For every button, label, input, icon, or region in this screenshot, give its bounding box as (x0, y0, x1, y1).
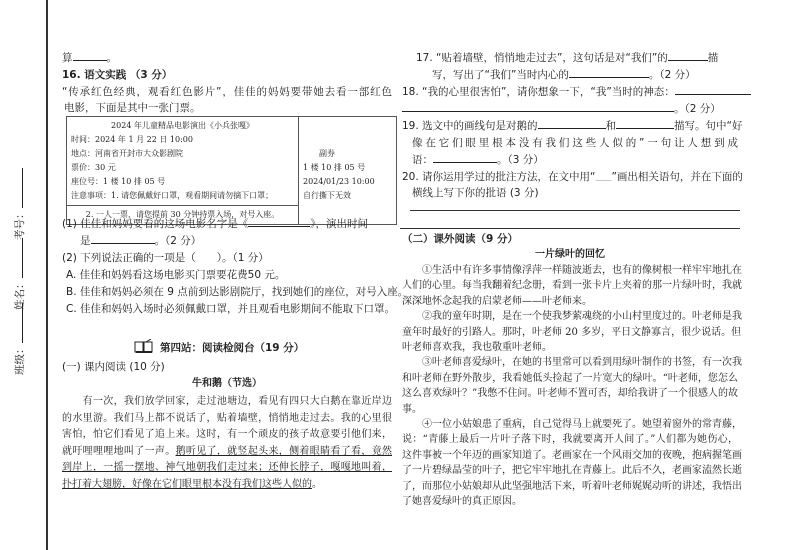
passage-line: 这件事被一个年迈的画家知道了。老画家在一个风雨交加的夜晚，抱病握笔画 (402, 449, 742, 461)
passage-text: 的水里游。我们马上都不说话了，贴着墙壁，悄悄地走过去。我的心里很 (62, 412, 392, 424)
passage-line: 这么喜欢绿叶？”我憋不住问。叶老师不置可否，却给我讲了一个很感人的故 (402, 388, 738, 400)
stub-datetime: 2024/01/23 10:00 (303, 177, 375, 186)
answer-blank[interactable] (616, 118, 674, 129)
passage-line: ③叶老师喜爱绿叶，在她的书里常可以看到用绿叶制作的书签，有一次我 (402, 357, 742, 369)
passage-line: 叶老师喜欢我，我也敬重叶老师。 (402, 342, 552, 353)
q16-2: (2) 下列说法正确的一项是（ ）。（1 分） (62, 252, 269, 264)
answer-blank[interactable] (73, 50, 107, 61)
passage-line: 说：“青藤上最后一片叶子落下时，我就要离开人间了。”人们都为她伤心， (402, 434, 738, 446)
answer-line[interactable] (400, 228, 740, 229)
option-c: C. 佳佳和妈妈入场时必须佩戴口罩，并且观看电影期间不能取下口罩。 (66, 303, 396, 315)
q19-cont: 像在它们眼里根本没有我们这些人似的”一句让人想到成 (412, 137, 738, 149)
q20: 20. 请你运用学过的批注方法，在文中用“﹏﹏”画出相关语句，并在下面的 (402, 171, 743, 183)
q18-cont: 。（2 分） (402, 101, 721, 117)
q16-paragraph-line: “传承红色经典，观看红色影片”，佳佳的妈妈要带她去看一部红色 (62, 86, 392, 98)
passage-line: 了，而那位小姑娘却从此坚强地活下来，听着叶老师娓娓动听的讲述，我悟出 (402, 480, 742, 492)
part2-heading: （二）课外阅读（9 分） (402, 233, 518, 245)
class-label: 班级： (12, 304, 27, 376)
passage-line (62, 477, 392, 493)
answer-blank[interactable] (402, 101, 674, 112)
ticket-note-2: 2. 一人一票，请您提前 30 分钟持票入场，对号入座。 (85, 210, 280, 219)
underlined-sentence: 到岸上，一摇一摆地、神气地朝我们走过来；还伸长脖子，嘎嘎地叫着， (62, 462, 392, 474)
passage-line (62, 427, 392, 443)
name-label: 姓名： (12, 239, 27, 311)
q16-paragraph-line: 电影，下面是其中一张门票。 (64, 102, 201, 114)
answer-blank[interactable] (433, 152, 497, 163)
underlined-sentence: 鹅听见了，就竖起头来，侧着眼睛看了看，竟然 (175, 445, 393, 457)
ticket-seat: 座位号：1 楼 10 排 05 号 (71, 177, 166, 186)
q19: 19. 选文中的画线句是对鹅的 和 描写。句中“好 (402, 120, 743, 132)
option-b: B. 佳佳和妈妈必须在 9 点前到达影剧院厅，找到她们的座位，对号入座。 (66, 286, 409, 298)
ticket-place: 地点：河南省开封市大众影剧院 (71, 149, 183, 158)
answer-line[interactable] (410, 210, 740, 211)
answer-blank[interactable] (538, 118, 606, 129)
ticket-price: 票价：30 元 (71, 163, 116, 172)
passage-line: ④一位小姑娘患了重病，自己觉得马上就要死了。她望着窗外的常青藤， (402, 419, 742, 430)
passage-line: 和叶老师在野外散步，我看她低头捡起了一片宽大的绿叶。“叶老师，您怎么 (402, 372, 738, 384)
underlined-sentence: 扑打着大翅膀，好像在它们眼里根本没有我们这些人似的 (62, 479, 312, 490)
show-time-blank[interactable] (91, 233, 155, 244)
q17-cont: 写，写出了“我们”当时内心的 。（2 分） (432, 69, 696, 81)
passage-text: 有一次，我们放学回家，走过池塘边，看见有四只大白鹅在靠近岸边 (62, 396, 392, 407)
binding-line (46, 0, 48, 550)
passage-line: 了她喜爱绿叶的真正原因。 (402, 496, 522, 507)
passage-line (62, 411, 392, 427)
passage-title: 一片绿叶的回忆 (535, 249, 605, 260)
stub-seat: 1 楼 10 排 05 号 (303, 163, 366, 172)
passage-title: 牛和鹅（节选） (192, 378, 262, 389)
station-heading: 第四站：阅读检阅台（19 分） (160, 342, 305, 354)
ticket-title: 2024 年儿童精品电影演出《小兵张嘎》 (111, 121, 254, 130)
q19-cont2: 语： 。（3 分） (412, 154, 544, 166)
movie-name-blank[interactable] (248, 216, 310, 227)
passage-line: 深深地怀念起我的启蒙老师——叶老师来。 (402, 295, 592, 307)
q17: 17. “贴着墙壁，悄悄地走过去”，这句话是对“我们”的 描 (416, 52, 719, 64)
passage-text: 就吁哩哩哩地叫了一声。 (62, 445, 176, 457)
student-info-strip (12, 120, 42, 380)
part1-heading: (一) 课内阅读 (10 分) (62, 361, 165, 373)
passage-line: ①生活中有许多事情像浮萍一样随波逝去，也有的像树根一样牢牢地扎在 (402, 265, 742, 276)
movie-ticket (66, 116, 397, 225)
q18: 18. “我的心里很害怕”，请你想象一下，“我”当时的神态： (402, 84, 751, 100)
passage-text: 。 (312, 479, 322, 490)
passage-text: 害怕，怕它们看见了追上来。这时，有一个顽皮的孩子故意要引他们来， (62, 429, 392, 441)
passage-line (62, 394, 392, 410)
passage-line (62, 444, 392, 460)
passage-line: ②我的童年时期，是在一个使我梦萦魂绕的小山村里度过的。叶老师是我 (402, 311, 742, 323)
answer-blank[interactable] (675, 84, 751, 95)
exam-number-label: 考号： (12, 169, 27, 241)
answer-blank[interactable] (668, 50, 708, 61)
q16-1: (1) 佳佳和妈妈要看的这场电影名字是《 》，演出时间 (62, 218, 368, 230)
option-a: A. 佳佳和妈妈看这场电影买门票要花费50 元。 (66, 269, 286, 281)
book-icon (134, 339, 154, 353)
q20-cont: 横线上写下你的批语 (3 分) (412, 187, 539, 199)
ticket-time: 时间：2024 年 1 月 22 日 10:00 (71, 135, 193, 144)
passage-line (62, 460, 392, 476)
passage-line: 人们的心里。每当我翻着纪念册，看到一张卡片上夹着的那一片绿叶时，我就 (402, 280, 742, 292)
passage-line: 了一片碧绿晶莹的叶子，把它牢牢地扎在青藤上。此后不久，老画家溘然长逝 (402, 465, 742, 477)
passage-line: 童年时最好的引路人。那时，叶老师 20 多岁，平日文静寡言，很少说话。但 (402, 326, 742, 338)
q16-title: 16. 语文实践 （3 分） (62, 69, 173, 81)
stub-title: 副券 (319, 149, 335, 158)
q16-1-cont: 是 。（2 分） (80, 235, 202, 247)
stub-note: 自行撕下无效 (303, 191, 351, 200)
ticket-note-1: 注意事项：1. 请您佩戴好口罩，观看期间请勿摘下口罩； (71, 191, 274, 200)
answer-blank[interactable] (569, 67, 649, 78)
passage-line: 事。 (402, 403, 422, 415)
q15-tail: 算 。 (62, 52, 117, 64)
